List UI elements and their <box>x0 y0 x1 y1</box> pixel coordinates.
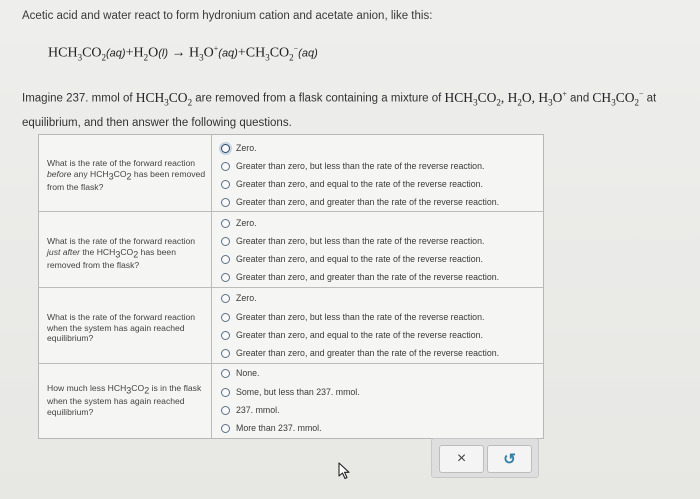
answer-option[interactable]: Greater than zero, and greater than the rate of the reverse reaction. <box>221 269 499 285</box>
answer-option[interactable]: Greater than zero, but less than the rate of the reverse reaction. <box>221 309 484 325</box>
radio-icon[interactable] <box>221 237 230 246</box>
undo-button[interactable] <box>487 445 532 473</box>
close-icon: × <box>456 450 467 467</box>
answer-option[interactable]: Greater than zero, and greater than the rate of the reverse reaction. <box>221 345 499 361</box>
answer-option[interactable]: More than 237. mmol. <box>221 420 322 436</box>
question-text: What is the rate of the forward reaction before any $HCH_3CO_2$ has been removed from the flask? <box>47 158 206 192</box>
radio-icon[interactable] <box>221 198 230 207</box>
answer-option[interactable]: Greater than zero, and equal to the rate of the reverse reaction. <box>221 251 483 267</box>
radio-icon[interactable] <box>221 331 230 340</box>
answer-option[interactable]: Greater than zero, but less than the rate of the reverse reaction. <box>221 233 484 249</box>
radio-icon[interactable] <box>221 406 230 415</box>
scenario-text: Imagine 237. mmol of $HCH_3CO_2$ are removed from a flask containing a mixture of $HCH_3CO_2$, $H_2O$, $H_3O^+$ and $CH_3CO_2^-$ at equilibrium, and then answer the following questions. <box>22 89 657 130</box>
radio-icon[interactable] <box>221 424 230 433</box>
answer-option[interactable]: Greater than zero, and greater than the rate of the reverse reaction. <box>221 194 499 210</box>
radio-selected-icon[interactable] <box>221 144 230 153</box>
reaction-arrow: → <box>171 45 186 61</box>
radio-icon[interactable] <box>221 162 230 171</box>
radio-icon[interactable] <box>221 255 230 264</box>
radio-icon[interactable] <box>221 273 230 282</box>
answer-option[interactable]: Greater than zero, but less than the rate of the reverse reaction. <box>221 158 484 174</box>
answer-option[interactable]: Zero. <box>221 215 257 231</box>
radio-icon[interactable] <box>221 349 230 358</box>
radio-icon[interactable] <box>221 388 230 397</box>
radio-icon[interactable] <box>221 180 230 189</box>
intro-text: Acetic acid and water react to form hydronium cation and acetate anion, like this: <box>22 10 433 22</box>
question-cell <box>39 212 212 287</box>
mouse-cursor-icon <box>338 462 352 480</box>
radio-icon[interactable] <box>221 369 230 378</box>
answer-option[interactable]: Greater than zero, and equal to the rate of the reverse reaction. <box>221 176 483 192</box>
question-row-1 <box>39 135 543 212</box>
radio-icon[interactable] <box>221 294 230 303</box>
answer-option[interactable]: Zero. <box>221 290 257 306</box>
clear-button[interactable] <box>439 445 484 473</box>
reaction-equation: $HCH_3CO_2(aq)+H_2O(l) \to H_3O^+(aq)+CH_3CO_2^-(aq)$ <box>48 44 318 63</box>
question-cell <box>39 135 212 211</box>
radio-icon[interactable] <box>221 219 230 228</box>
question-text: What is the rate of the forward reaction when the system has again reached equilibrium? <box>47 312 196 343</box>
question-cell <box>39 364 212 438</box>
answer-option[interactable]: Zero. <box>221 140 257 156</box>
answer-option[interactable]: 237. mmol. <box>221 402 280 418</box>
questions-table <box>38 134 544 439</box>
action-toolbar <box>431 438 539 478</box>
answer-option[interactable]: Some, but less than 237. mmol. <box>221 384 360 400</box>
answer-option[interactable]: Greater than zero, and equal to the rate of the reverse reaction. <box>221 327 483 343</box>
radio-icon[interactable] <box>221 313 230 322</box>
question-row-2 <box>39 212 543 288</box>
question-cell <box>39 288 212 363</box>
question-row-3 <box>39 288 543 364</box>
question-row-4 <box>39 364 543 438</box>
undo-icon: ↺ <box>503 451 516 468</box>
question-text: How much less $HCH_3CO_2$ is in the flask when the system has again reached equilibrium? <box>47 383 202 417</box>
question-text: What is the rate of the forward reaction just after the $HCH_3CO_2$ has been removed from the flask? <box>47 236 196 270</box>
answer-option[interactable]: None. <box>221 365 259 381</box>
